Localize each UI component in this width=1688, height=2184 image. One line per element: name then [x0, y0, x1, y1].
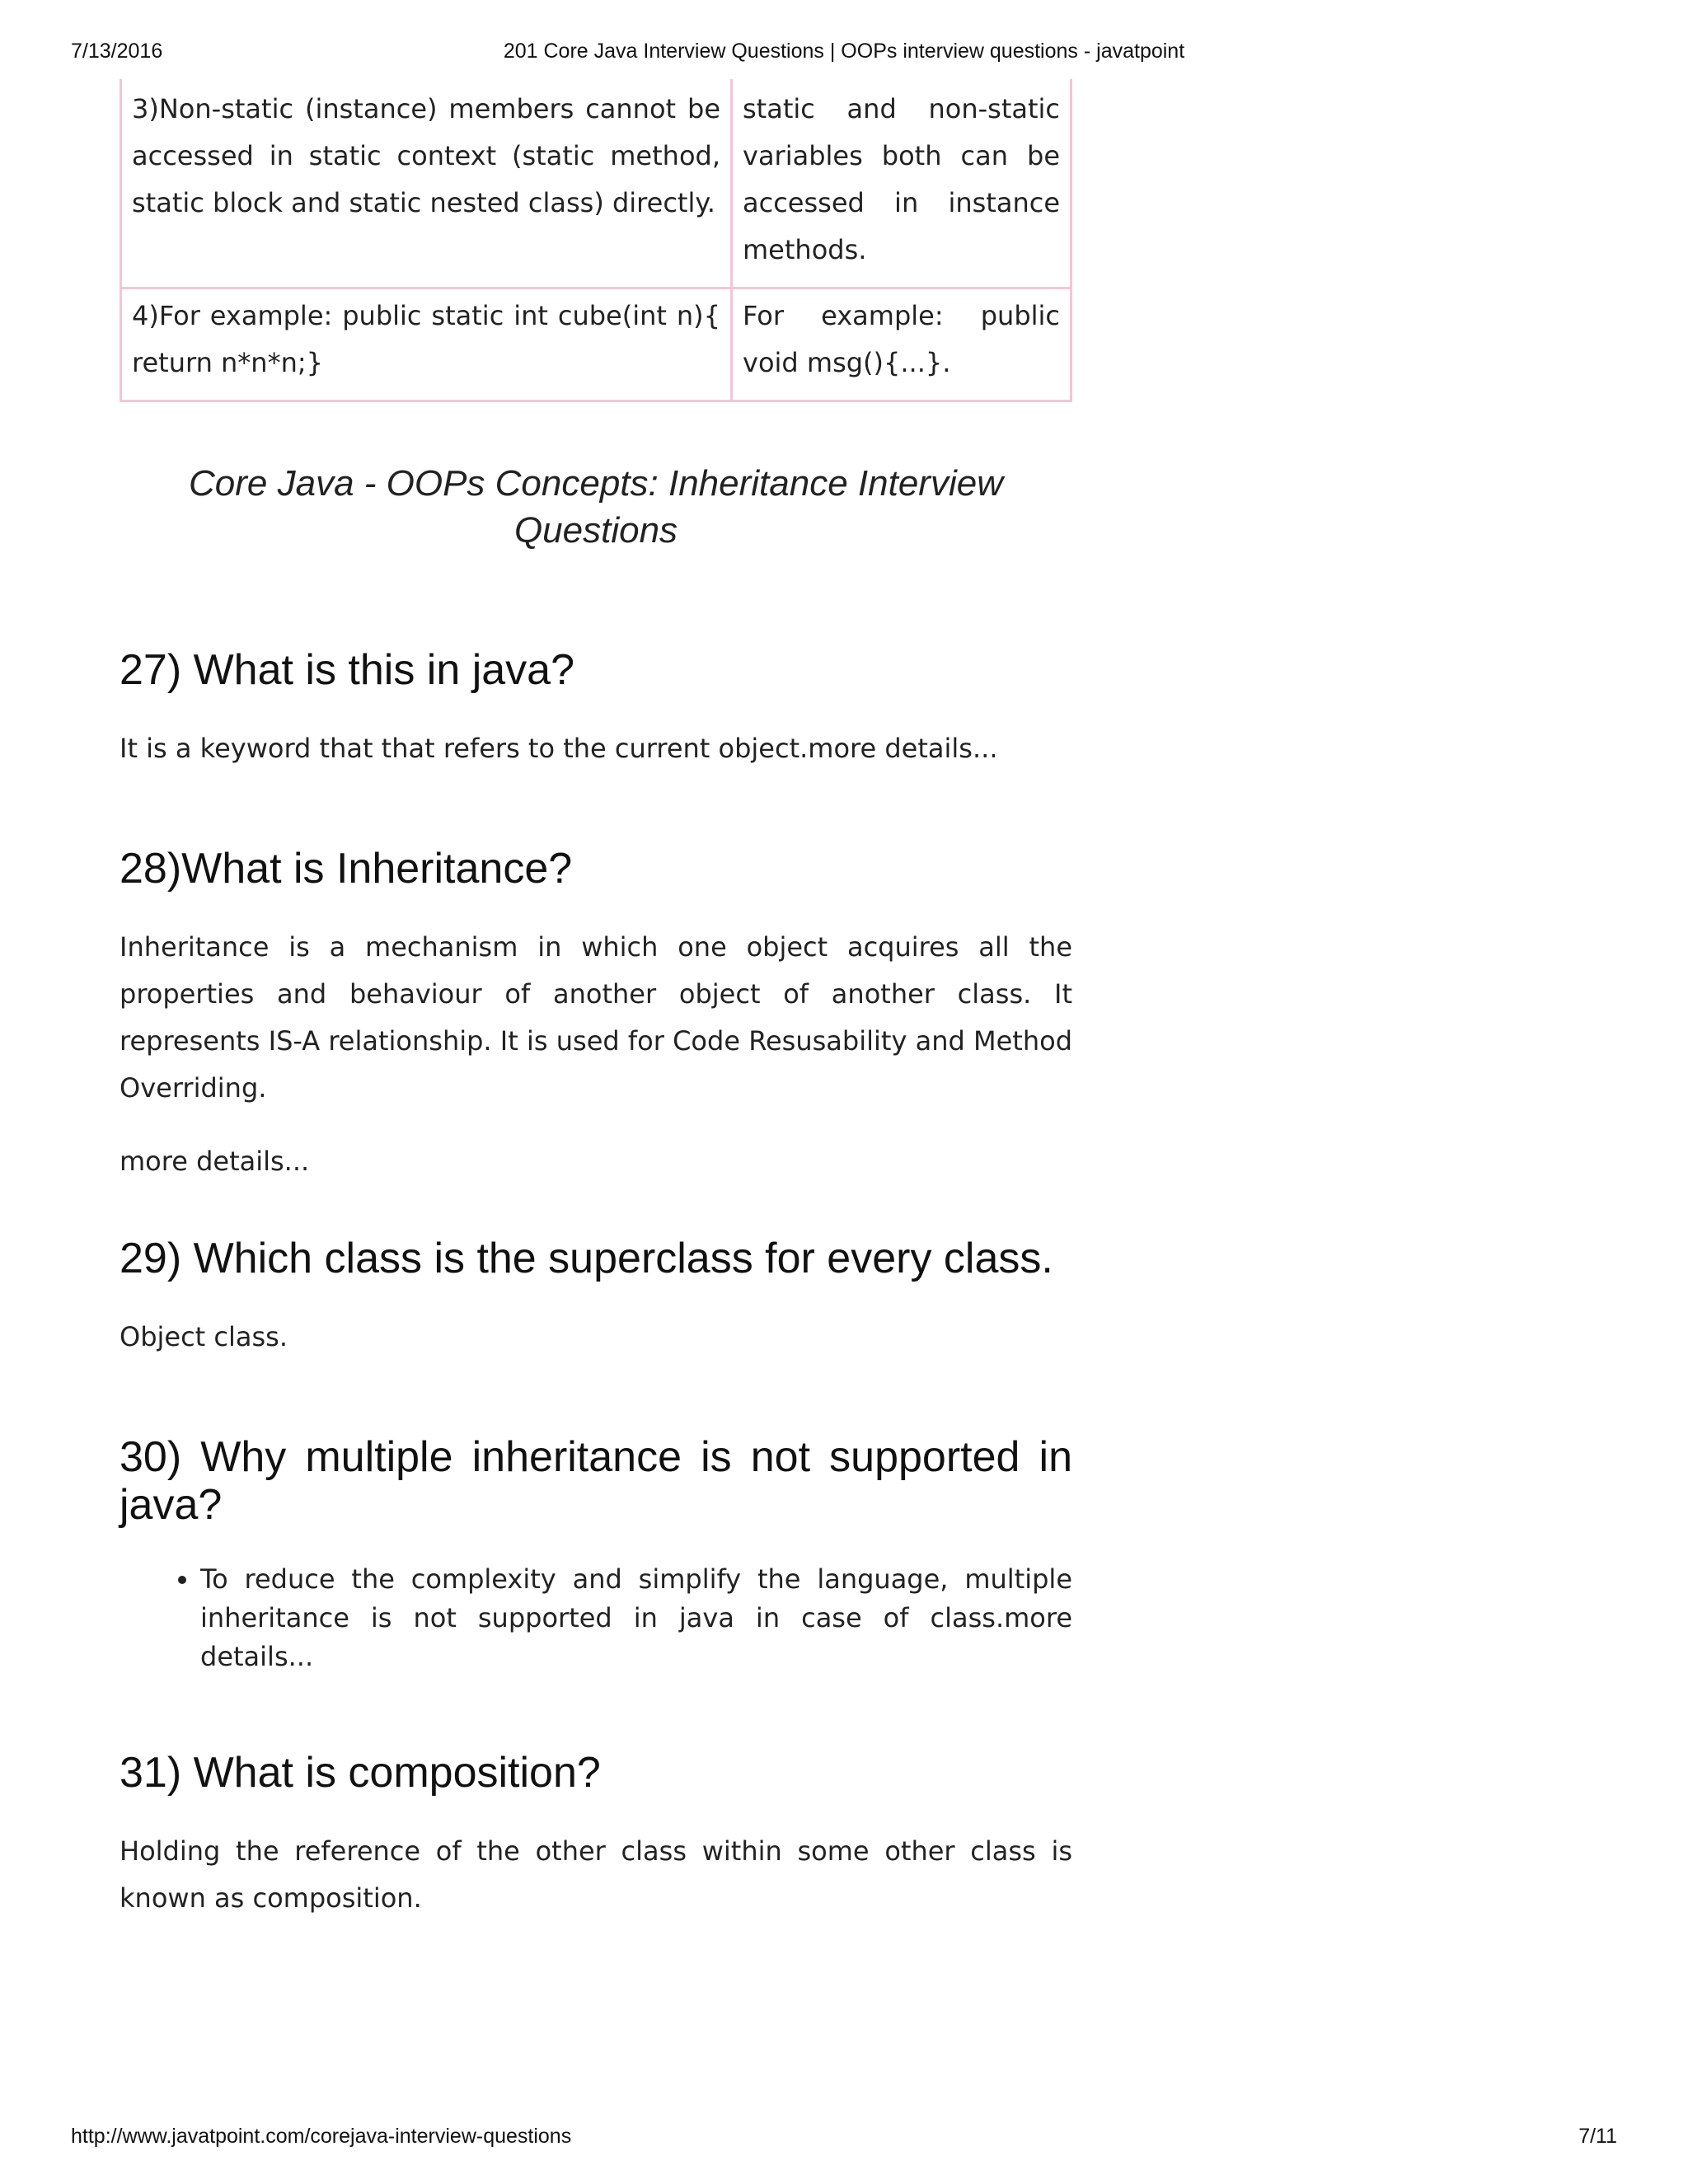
- table-cell-static: 4)For example: public static int cube(int n){ return n*n*n;}: [121, 288, 732, 401]
- question-30-bullet-list: [120, 1560, 1072, 1676]
- question-29-title: 29) Which class is the superclass for every class.: [120, 1235, 1053, 1282]
- question-31-title: 31) What is composition?: [120, 1749, 601, 1797]
- table-row: [121, 79, 1071, 288]
- table-cell-instance: static and non-static variables both can be accessed in instance methods.: [732, 79, 1071, 288]
- table-cell-static: 3)Non-static (instance) members cannot be accessed in static context (static method, static block and static nested class) directly.: [121, 79, 732, 288]
- article-content: [120, 79, 1072, 1922]
- question-31-answer: Holding the reference of the other class within some other class is known as composition.: [120, 1835, 1072, 1914]
- question-30-title: 30) Why multiple inheritance is not supported in java?: [120, 1433, 1072, 1529]
- page-footer-number: 7/11: [1578, 2125, 1617, 2148]
- question-29-answer: Object class.: [120, 1321, 288, 1352]
- section-title: Core Java - OOPs Concepts: Inheritance Interview Questions: [189, 463, 1003, 551]
- question-28-answer: Inheritance is a mechanism in which one object acquires all the properties and behaviour of another object of another class. It represents IS-A relationship. It is used for Code Resusability and Method Overriding.: [120, 931, 1072, 1104]
- question-27-answer: It is a keyword that that refers to the current object.more details...: [120, 733, 998, 764]
- question-28-more-link[interactable]: more details...: [120, 1146, 310, 1177]
- page-header-title: 201 Core Java Interview Questions | OOPs interview questions - javatpoint: [503, 40, 1185, 63]
- question-27-title: 27) What is this in java?: [120, 646, 575, 694]
- table-cell-instance: For example: public void msg(){...}.: [732, 288, 1071, 401]
- list-item: • To reduce the complexity and simplify the language, multiple inheritance is not supported in java in case of class.more details...: [200, 1560, 1072, 1676]
- comparison-table: [120, 79, 1072, 402]
- table-row: [121, 288, 1071, 401]
- question-28-title: 28)What is Inheritance?: [120, 845, 573, 893]
- page-footer-url: http://www.javatpoint.com/corejava-interview-questions: [71, 2125, 572, 2148]
- page-header-date: 7/13/2016: [71, 40, 163, 63]
